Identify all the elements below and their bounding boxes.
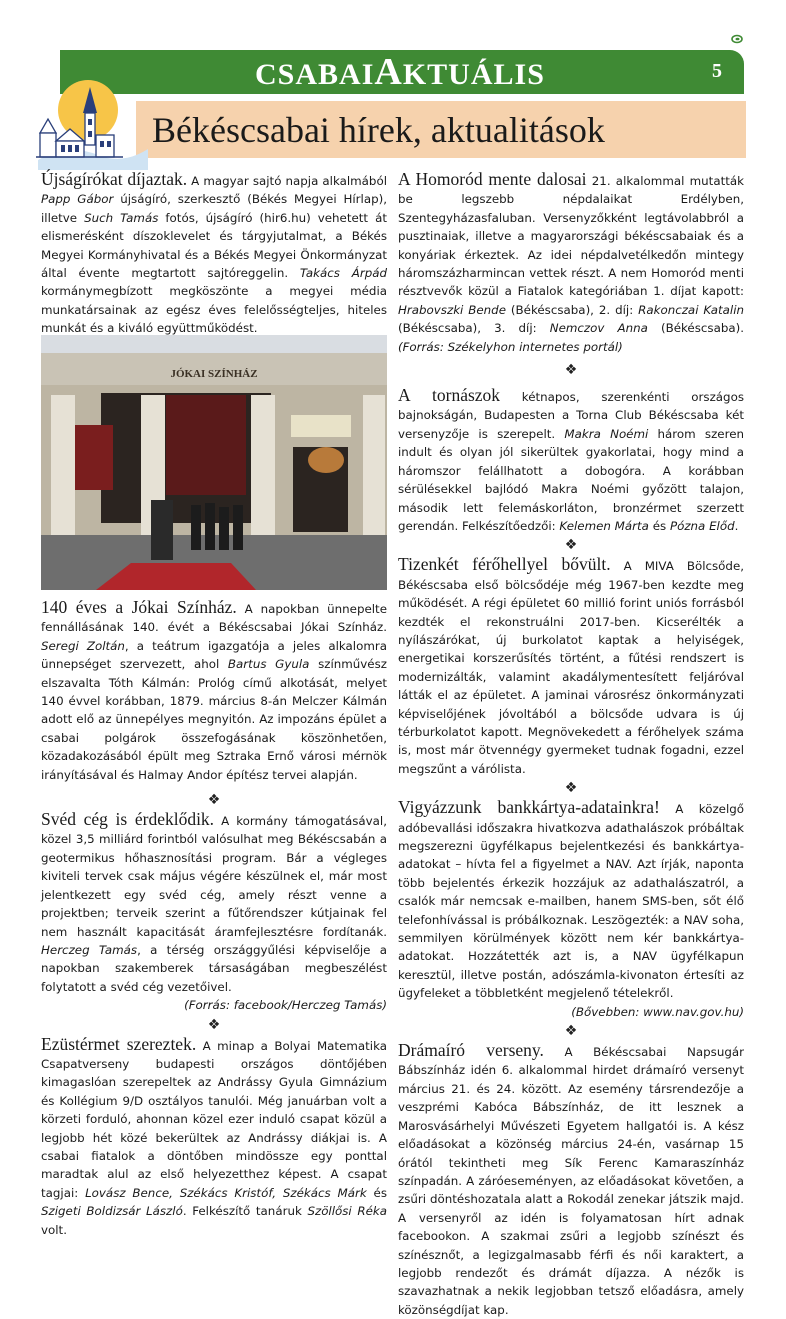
headline: Svéd cég is érdeklődik. [41,809,215,830]
name: Takács Árpád [299,266,387,281]
title-rest: KTUÁLIS [402,58,545,91]
theater-sign: JÓKAI SZÍNHÁZ [170,368,258,380]
source-note: (Bővebben: www.nav.gov.hu) [571,1004,744,1019]
text: , a térség országgyűlési képviselője a napokban szakemberek társaságában megbeszélést folytatott a svéd cég vezetőivel. [41,942,388,994]
separator: ❖ [564,537,578,554]
left-column-top [41,170,387,358]
name: Szigeti Boldizsár László [41,1204,183,1219]
separator: ❖ [564,362,578,379]
name: Makra Noémi [564,426,649,441]
headline: Drámaíró verseny. [398,1040,544,1061]
article-homorod [398,170,744,356]
name: Bartus Gyula [227,657,310,672]
name: Seregi Zoltán [41,638,125,653]
name: Kelemen Márta [559,518,649,533]
headline: Tizenkét férőhellyel bővült. [398,554,611,575]
town-logo [28,75,153,170]
text: A napokban ünnepelte fennállásának 140. évét a Békéscsabai Jókai Színház. [41,602,387,635]
text: és [366,1185,387,1200]
name: Nemczov Anna [549,321,648,336]
swirl-icon [731,34,743,44]
separator: ❖ [207,1016,221,1033]
text: A magyar sajtó napja alkalmából [187,174,387,188]
name: Hrabovszki Bende [398,302,506,317]
headline: 140 éves a Jókai Színház. [41,597,237,617]
name: Lovász Bence, Székács Kristóf, Székács Márk [85,1185,367,1200]
text: színművész elszavalta Tóth Kálmán: Prológ című alkotását, melyet 140 évvel korábban, 1879. március 8-án Melczer Kálmán adott elő az ünnepélyes megnyitón. Az impozáns épület a csabai polgárok összefogásának köszönhetően, közadakozásából épült meg Sztraka Ernő városi mérnök irányításával és Halmay Andor építész tervei alapján. [41,657,387,782]
left-column-bottom [41,598,387,1239]
magazine-title [255,51,545,93]
headline: Újságírókat díjaztak. [41,169,188,189]
text: (Békéscsaba), 2. díj: [506,302,639,317]
text: 21. alkalommal mutatták be legszebb népdalaikat Erdélyben, Szentegyházasfaluban. Versenyzőkként legtávolabbról a pusztinaiak, illetve a magyarországi békéscsabaiak és a konyáriak érkeztek. Az idei népdalvetélkedőn mintegy háromszázharmincan vettek részt. A nem Homoród menti résztvevők közül a Fiatalok kategóriában 1. díjat kapott: [398,174,744,299]
article-ezustermet [41,1035,387,1239]
text: és [648,518,670,533]
text: volt. [41,1222,67,1237]
article-ujsagirok [41,170,387,338]
headline: Vigyázzunk bankkártya-adatainkra! [398,797,660,818]
right-column [398,170,744,1319]
text: (Békéscsaba). [647,321,744,336]
source-note: (Forrás: Székelyhon internetes portál) [398,339,623,354]
text: A Békéscsabai Napsugár Bábszínház idén 6. alkalommal hirdet drámaíró versenyt március 21. és 24. között. Az esemény társrendezője a veszprémi Kabóca Bábszínház, de itt lesznek a Marosvásárhelyi Művészeti Egyetem hallgatói is. A kész előadásokat a közönség március 24-én, vasárnap 15 órától tekintheti meg Sík Ferenc Kamaraszínház színpadán. A záróeseményen, az előadásokat követően, a zsűri döntéshozatala alatt a Rokodál zenekar játszik majd. A versenyről az idén is folyamatosan hírt adnak facebookon. A szakmai zsűri a legjobb színészt és színésznőt, a legizgalmasabb férfi és női karaktert, a legjobb rendezőt és drámát díjazza. A nézők is szavazhatnak a nekik legjobban tetsző előadásra, amely közönségdíjat kap. [398,1045,744,1317]
text: A közelgő adóbevallási időszakra hivatkozva adathalászok próbáltak megszerezni ügyfélkapus bejelentkezési és bankkártya-adatokat – hívta fel a figyelmet a NAV. Azt írják, naponta több bejelentés érkezik hozzájuk az adathalászatról, a csalók már nemcsak e-mailben, hanem SMS-ben, sőt élő telefonhívással is próbálkoznak. Leszögezték: a NAV soha, semmilyen körülmények között nem kér bankkártya-adatokat. Hozzátették azt is, a NAV ügyfélkapun keresztül, illetve postán, adószámla-kivonaton értesíti az ügyfeleket a többletként megjelenő tételekről. [398,802,744,1001]
title-prefix: CSABAI [255,58,375,91]
source-note: (Forrás: facebook/Herczeg Tamás) [184,998,387,1013]
article-tornaszok [398,386,744,535]
article-bolcsode [398,555,744,778]
headline: Ezüstérmet szereztek. [41,1033,197,1054]
text: három szeren indult és olyan jól sikerültek gyakorlatai, hogy mind a háromszor felállhatott a dobogóra. A korábban sérülésekkel bajlódó Makra Noémi győzött talajon, második lett felemáskorláton, bronzérmet szerzett gerendán. Felkészítőedzői: [398,426,744,533]
name: Pózna Előd [669,518,735,533]
text: , a teátrum igazgatója a jeles alkalomra ünnepséget szervezett, ahol [41,638,387,672]
headline: A tornászok [398,385,501,406]
name: Herczeg Tamás [41,942,138,957]
name: Such Tamás [84,210,159,225]
text: . Felkészítő tanáruk [182,1204,308,1219]
text: újságíró, szerkesztő (Békés Megyei Hírlap), illetve [41,192,387,225]
article-sved-ceg [41,810,387,996]
section-title: Békéscsabai hírek, aktualitások [152,110,605,150]
text: A MIVA Bölcsőde, Békéscsaba első bölcsődéje még 1967-ben kezdte meg működését. A régi épületet 60 millió forint uniós forrásból kezdték el rekonstruálni 2017-ben. Kicserélték a nyílászárókat, új burkolatot kaptak a helyiségek, energetikai korszerűsítés történt, a fűtési rendszert is modernizálták, valamint akadálymentesített feljáróval látták el az épületet. A jaminai városrész önkormányzati képviselőjének jóvoltából a bölcsőde udvara is új térburkolatot kapott. Megnövekedett a férőhelyek száma is, most már ötvennégy gyermeket tudnak fogadni, ezzel megszűnt a várólista. [398,559,744,776]
headline: A Homoród mente dalosai [398,169,587,189]
separator: ❖ [207,792,221,809]
name: Papp Gábor [41,192,114,207]
name: Szöllősi Réka [307,1204,387,1219]
text: kétnapos, szerenkénti országos bajnokságán, Budapesten a Torna Club Békéscsaba két versenyzője is szerepelt. [398,390,744,441]
text: (Békéscsaba), 3. díj: [398,321,550,336]
article-bankkartya [398,798,744,1002]
theater-photo [41,335,387,590]
title-capital: A [374,51,403,93]
text: A kormány támogatásával, közel 3,5 milliárd forintból valósulhat meg Békéscsabán a geotermikus hőhasznosítási program. Bár a végleges kiviteli tervek csak május végére készülnek el, már most jelentkezett egy svéd cég, amely részt venne a projektben; terveik szerint a fűtőrendszer kútjainak fel nem használt kapacitását áramfejlesztésre fordítanák. [41,814,387,939]
text: . [734,518,739,533]
article-jokai [41,598,387,784]
separator: ❖ [564,780,578,797]
text: A minap a Bolyai Matematika Csapatverseny budapesti országos döntőjében kimagaslóan szerepeltek az Andrássy Gyula Gimnázium és Kollégium 9/D osztályos tanulói. Még januárban volt a körzeti forduló, ahonnan közel ezer induló csapat közül a legjobb hét közé bekerültek az Andrássy diákjai is. A csabai fiatalok a döntőben mindössze egy ponttal maradtak alul az első helyezetthez képest. A csapat tagjai: [41,1038,387,1200]
text: fotós, újságíró (hir6.hu) vehetett át elismerésként díszoklevelet és tárgyjutalmat, a Békés Megyei Kormányhivatal és a Békés Megyei Önkormányzat által évente megtartott sajtóreggelin. [41,210,387,281]
separator: ❖ [564,1023,578,1040]
article-dramairo [398,1041,744,1319]
name: Rakonczai Katalin [638,302,744,317]
text: kormánymegbízott megköszönte a megyei média munkatársainak az egész éves felelősségteljes, hiteles munkát és a kiváló együttműködést. [41,284,387,336]
page-number: 5 [712,60,722,82]
